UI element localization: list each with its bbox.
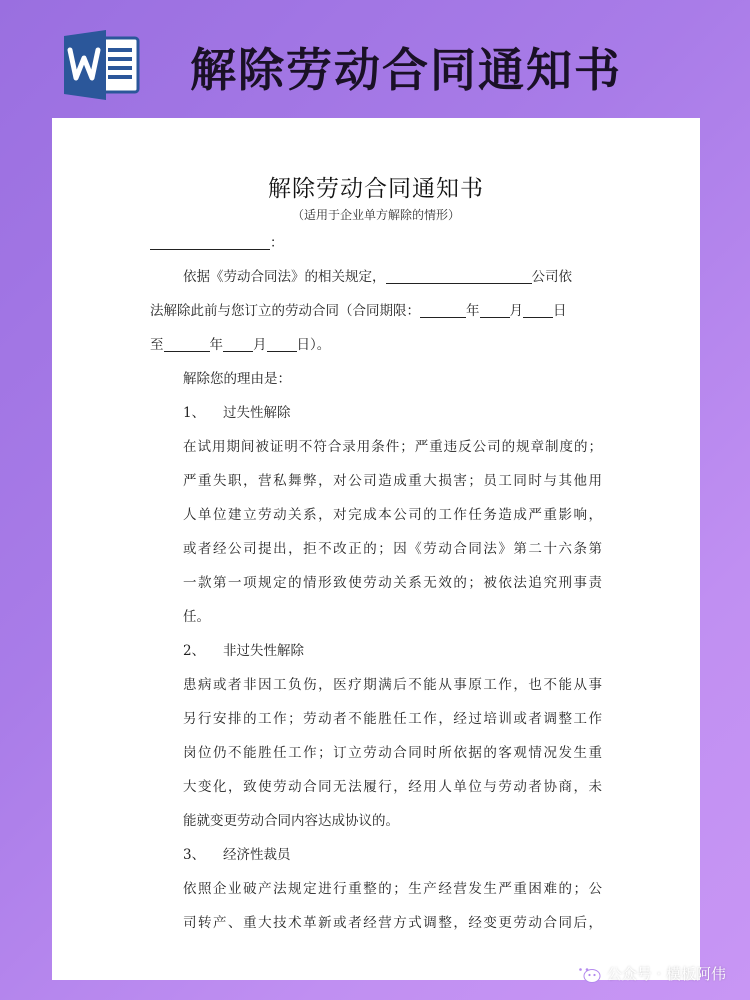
wechat-icon — [573, 962, 601, 984]
section-number: 3、 — [183, 847, 206, 863]
document-body — [150, 226, 602, 940]
end-month-blank[interactable] — [223, 331, 253, 352]
intro-line-1 — [150, 260, 602, 294]
section-title: 经济性裁员 — [223, 847, 291, 863]
intro-text-company: 公司依 — [531, 269, 572, 285]
banner-title: 解除劳动合同通知书 — [190, 43, 622, 97]
banner — [0, 0, 750, 115]
section-title: 过失性解除 — [223, 405, 291, 421]
paragraph-line: 另行安排的工作；劳动者不能胜任工作，经过培训或者调整工作 — [183, 711, 602, 727]
paragraph-line: 司转产、重大技术革新或者经营方式调整，经变更劳动合同后， — [183, 915, 602, 931]
paragraph-line: 在试用期间被证明不符合录用条件；严重违反公司的规章制度的； — [183, 439, 602, 455]
paragraph-line: 或者经公司提出，拒不改正的；因《劳动合同法》第二十六条第 — [183, 541, 602, 557]
month-label: 月 — [509, 303, 523, 319]
start-month-blank[interactable] — [480, 297, 510, 318]
intro-text: 依据《劳动合同法》的相关规定， — [183, 269, 386, 285]
watermark — [573, 962, 726, 984]
start-day-blank[interactable] — [523, 297, 553, 318]
day-close-label: 日）。 — [296, 337, 331, 353]
end-day-blank[interactable] — [267, 331, 297, 352]
intro-line-3 — [150, 328, 602, 362]
paragraph-line: 一款第一项规定的情形致使劳动关系无效的；被依法追究刑事责 — [183, 575, 602, 591]
paragraph-line: 严重失职，营私舞弊，对公司造成重大损害；员工同时与其他用 — [183, 473, 602, 489]
section-number: 1、 — [183, 405, 206, 421]
paragraph-line: 任。 — [183, 609, 210, 625]
section-heading — [150, 396, 602, 430]
section-heading — [150, 634, 602, 668]
document-page — [52, 118, 700, 980]
section-number: 2、 — [183, 643, 206, 659]
watermark-text: 公众号 · 模板阿伟 — [606, 964, 726, 983]
document-subtitle: （适用于企业单方解除的情形） — [291, 208, 460, 222]
paragraph-line: 能就变更劳动合同内容达成协议的。 — [183, 813, 399, 829]
reason-intro: 解除您的理由是： — [183, 371, 291, 387]
recipient-name-blank[interactable] — [150, 229, 270, 250]
year-label: 年 — [466, 303, 480, 319]
salutation-line — [150, 226, 602, 260]
section-title: 非过失性解除 — [223, 643, 304, 659]
salutation-colon: ： — [270, 235, 284, 251]
start-year-blank[interactable] — [420, 297, 466, 318]
paragraph-line: 岗位仍不能胜任工作；订立劳动合同时所依据的客观情况发生重 — [183, 745, 602, 761]
end-year-blank[interactable] — [164, 331, 210, 352]
intro-line-2 — [150, 294, 602, 328]
document-title: 解除劳动合同通知书 — [268, 176, 484, 202]
paragraph-line: 依照企业破产法规定进行重整的；生产经营发生严重困难的；公 — [183, 881, 602, 897]
to-label: 至 — [150, 337, 164, 353]
day-label: 日 — [553, 303, 567, 319]
contract-term-label: 法解除此前与您订立的劳动合同（合同期限： — [150, 303, 420, 319]
paragraph-line: 人单位建立劳动关系，对完成本公司的工作任务造成严重影响， — [183, 507, 602, 523]
company-name-blank[interactable] — [386, 263, 532, 284]
year-label: 年 — [209, 337, 223, 353]
paragraph-line: 患病或者非因工负伤，医疗期满后不能从事原工作，也不能从事 — [183, 677, 602, 693]
section-heading — [150, 838, 602, 872]
word-doc-icon — [62, 30, 142, 100]
month-label: 月 — [253, 337, 267, 353]
paragraph-line: 大变化，致使劳动合同无法履行，经用人单位与劳动者协商，未 — [183, 779, 602, 795]
